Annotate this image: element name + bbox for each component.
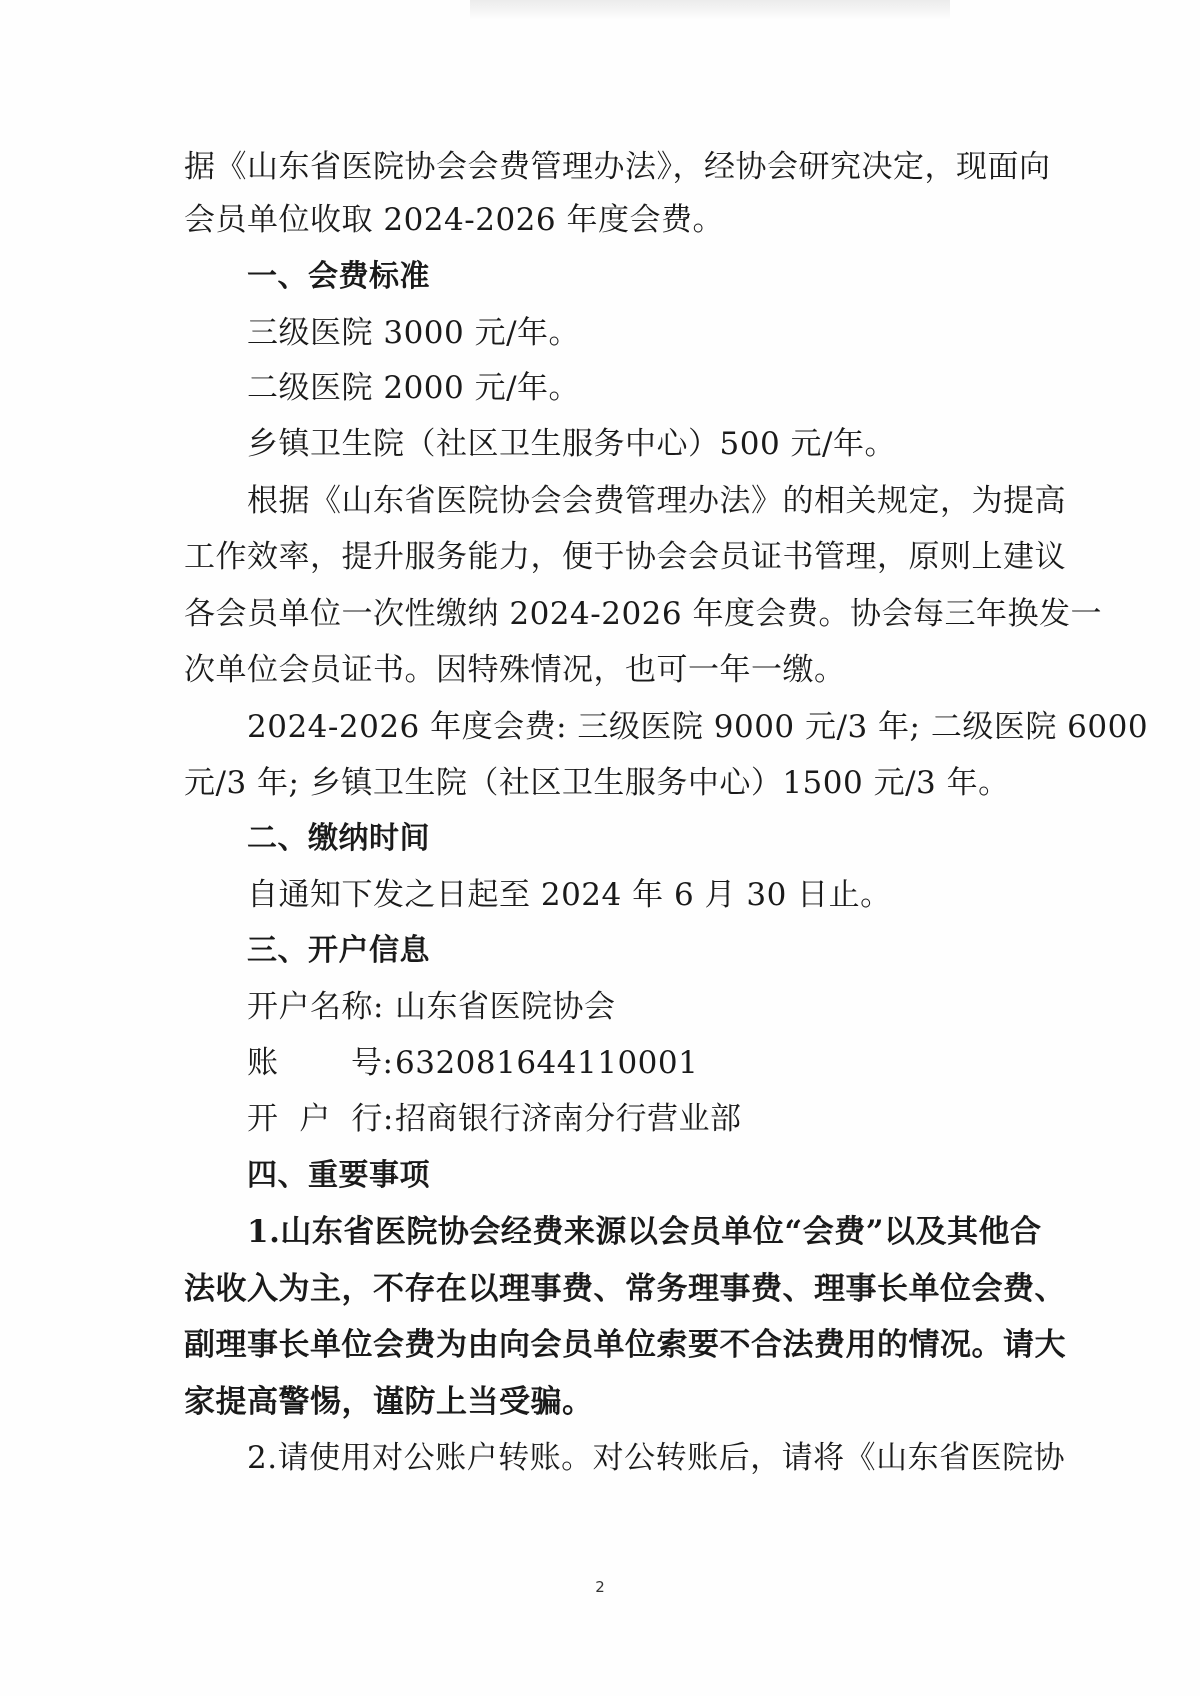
rule-line-3: 各会员单位一次性缴纳 2024-2026 年度会费。协会每三年换发一	[184, 596, 1102, 632]
section-heading-fee-standard: 一、会费标准	[247, 259, 430, 294]
deadline: 自通知下发之日起至 2024 年 6 月 30 日止。	[247, 877, 892, 913]
bank-label: 开 户 行:	[247, 1101, 394, 1137]
account-name-label: 开户名称:	[247, 989, 384, 1025]
item1-line-4: 家提高警惕，谨防上当受骗。	[184, 1384, 594, 1420]
rule-line-1: 根据《山东省医院协会会费管理办法》的相关规定，为提高	[247, 483, 1066, 519]
intro-line-2: 会员单位收取 2024-2026 年度会费。	[184, 202, 724, 238]
bank-row	[247, 1099, 742, 1139]
account-number-row	[247, 1043, 698, 1083]
bank-value: 招商银行济南分行营业部	[395, 1101, 742, 1137]
account-number-label: 账 号:	[247, 1045, 394, 1081]
total-line-2: 元/3 年; 乡镇卫生院（社区卫生服务中心）1500 元/3 年。	[184, 765, 1010, 801]
fee-tier2: 二级医院 2000 元/年。	[247, 370, 581, 406]
item1-line-1: 1.山东省医院协会经费来源以会员单位“会费”以及其他合	[247, 1214, 1042, 1250]
scan-artifact	[470, 0, 950, 20]
account-name-value: 山东省医院协会	[395, 989, 616, 1025]
section-heading-account-info: 三、开户信息	[247, 933, 430, 968]
item1-line-3: 副理事长单位会费为由向会员单位索要不合法费用的情况。请大	[184, 1327, 1066, 1363]
section-heading-important-matters: 四、重要事项	[247, 1158, 430, 1193]
page-number: 2	[595, 1578, 605, 1596]
item2-line-1: 2.请使用对公账户转账。对公转账后，请将《山东省医院协	[247, 1440, 1066, 1476]
section-heading-payment-time: 二、缴纳时间	[247, 821, 430, 856]
account-number-value: 632081644110001	[395, 1045, 699, 1081]
account-name-row	[247, 987, 616, 1027]
fee-tier3: 三级医院 3000 元/年。	[247, 315, 581, 351]
item1-line-2: 法收入为主，不存在以理事费、常务理事费、理事长单位会费、	[184, 1271, 1066, 1307]
intro-line-1: 据《山东省医院协会会费管理办法》，经协会研究决定，现面向	[184, 149, 1051, 185]
rule-line-4: 次单位会员证书。因特殊情况，也可一年一缴。	[184, 652, 846, 688]
rule-line-2: 工作效率，提升服务能力，便于协会会员证书管理，原则上建议	[184, 539, 1066, 575]
total-line-1: 2024-2026 年度会费: 三级医院 9000 元/3 年; 二级医院 6000	[247, 709, 1149, 745]
fee-township: 乡镇卫生院（社区卫生服务中心）500 元/年。	[247, 426, 896, 462]
